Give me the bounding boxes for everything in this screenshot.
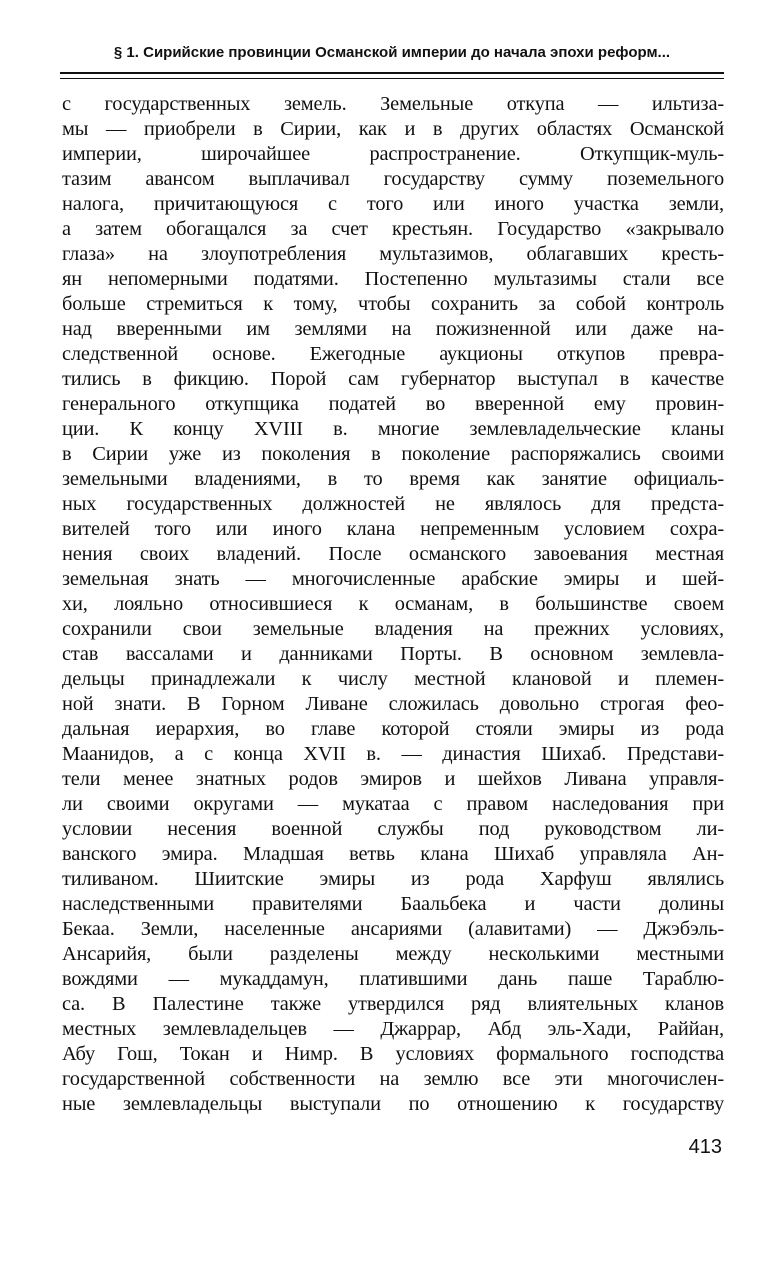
text-line: Бекаа. Земли, населенные ансариями (алавитами) — Джэбэль- <box>62 918 724 940</box>
page-number: 413 <box>688 1136 722 1158</box>
text-line: хи, лояльно относившиеся к османам, в большинстве своем <box>62 593 724 615</box>
text-line: тились в фикцию. Порой сам губернатор выступал в качестве <box>62 368 724 390</box>
text-line: условии несения военной службы под руководством ли- <box>62 818 724 840</box>
text-line: сохранили свои земельные владения на прежних условиях, <box>62 618 724 640</box>
text-line: над вверенными им землями на пожизненной или даже на- <box>62 318 724 340</box>
text-line: в Сирии уже из поколения в поколение распоряжались своими <box>62 443 724 465</box>
text-line: став вассалами и данниками Порты. В основном землевла- <box>62 643 724 665</box>
text-line: Абу Гош, Токан и Нимр. В условиях формального господства <box>62 1043 724 1065</box>
header-rule-thick <box>60 72 724 74</box>
text-line: мы — приобрели в Сирии, как и в других областях Османской <box>62 118 724 140</box>
text-line: ян непомерными податями. Постепенно мультазимы стали все <box>62 268 724 290</box>
text-line: больше стремиться к тому, чтобы сохранить за собой контроль <box>62 293 724 315</box>
text-line: Маанидов, а с конца XVII в. — династия Шихаб. Представи- <box>62 743 724 765</box>
text-line: тазим авансом выплачивал государству сумму поземельного <box>62 168 724 190</box>
text-line: с государственных земель. Земельные откупа — ильтиза- <box>62 93 724 115</box>
text-line: вождями — мукаддамун, платившими дань паше Тараблю- <box>62 968 724 990</box>
text-line: са. В Палестине также утвердился ряд влиятельных кланов <box>62 993 724 1015</box>
text-line: нения своих владений. После османского завоевания местная <box>62 543 724 565</box>
text-line: ванского эмира. Младшая ветвь клана Шихаб управляла Ан- <box>62 843 724 865</box>
text-line: ной знати. В Горном Ливане сложилась довольно строгая фео- <box>62 693 724 715</box>
text-line: тиливаном. Шиитские эмиры из рода Харфуш являлись <box>62 868 724 890</box>
text-line: ные землевладельцы выступали по отношению к государству <box>62 1093 724 1115</box>
text-line: ных государственных должностей не являлось для предста- <box>62 493 724 515</box>
text-line: следственной основе. Ежегодные аукционы откупов превра- <box>62 343 724 365</box>
text-line: наследственными правителями Баальбека и части долины <box>62 893 724 915</box>
text-line: ли своими округами — мукатаа с правом наследования при <box>62 793 724 815</box>
text-line: дельцы принадлежали к числу местной клановой и племен- <box>62 668 724 690</box>
text-line: местных землевладельцев — Джаррар, Абд эль-Хади, Раййан, <box>62 1018 724 1040</box>
body-text <box>62 92 724 1117</box>
text-line: налога, причитающуюся с того или иного участка земли, <box>62 193 724 215</box>
running-header: § 1. Сирийские провинции Османской империи до начала эпохи реформ... <box>113 44 671 61</box>
text-line: земельная знать — многочисленные арабские эмиры и шей- <box>62 568 724 590</box>
text-line: глаза» на злоупотребления мультазимов, облагавших кресть- <box>62 243 724 265</box>
text-line: ции. К концу XVIII в. многие землевладельческие кланы <box>62 418 724 440</box>
text-line: дальная иерархия, во главе которой стояли эмиры из рода <box>62 718 724 740</box>
text-line: Ансарийя, были разделены между несколькими местными <box>62 943 724 965</box>
text-line: государственной собственности на землю все эти многочислен- <box>62 1068 724 1090</box>
text-line: а затем обогащался за счет крестьян. Государство «закрывало <box>62 218 724 240</box>
text-line: империи, широчайшее распространение. Откупщик-муль- <box>62 143 724 165</box>
text-line: генерального откупщика податей во вверенной ему провин- <box>62 393 724 415</box>
text-line: тели менее знатных родов эмиров и шейхов Ливана управля- <box>62 768 724 790</box>
text-line: земельными владениями, в то время как занятие официаль- <box>62 468 724 490</box>
header-rule-thin <box>60 78 724 79</box>
text-line: вителей того или иного клана непременным условием сохра- <box>62 518 724 540</box>
